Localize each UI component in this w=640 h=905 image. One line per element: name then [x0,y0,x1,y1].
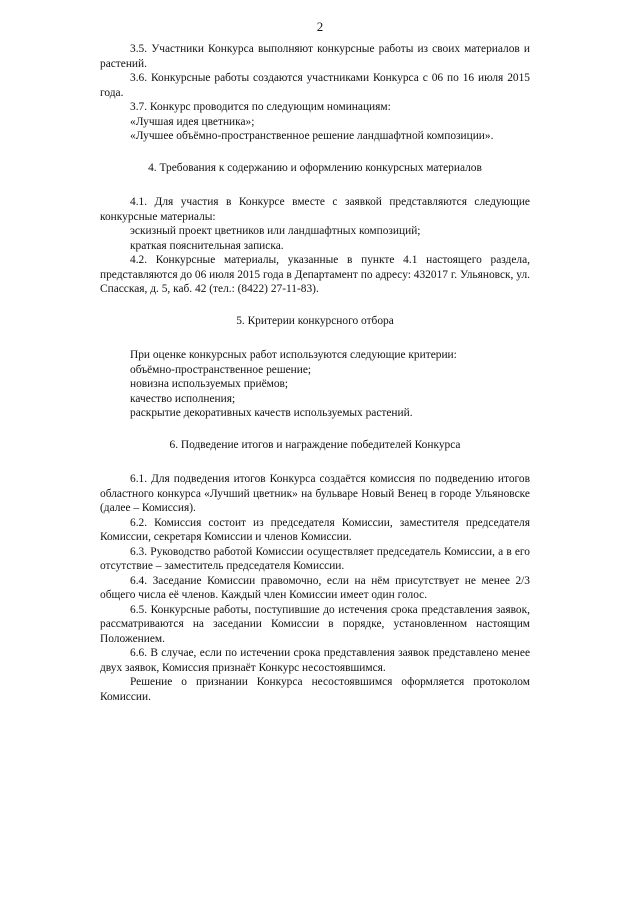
nomination-item: «Лучшее объёмно-пространственное решение ландшафтной композиции». [130,130,494,142]
paragraph-6-5: 6.5. Конкурсные работы, поступившие до истечения срока представления заявок, рассматриваются на заседании Комиссии в порядке, установленном настоящим Положением. [100,603,530,645]
paragraph-decision: Решение о признании Конкурса несостоявшимся оформляется протоколом Комиссии. [100,676,530,703]
paragraph-3-7: 3.7. Конкурс проводится по следующим номинациям: [130,101,391,113]
criteria-item: объёмно-пространственное решение; [130,363,312,376]
nomination-item: «Лучшая идея цветника»; [130,115,255,128]
section-6-heading: 6. Подведение итогов и награждение победителей Конкурса [169,438,461,451]
list-item: эскизный проект цветников или ландшафтных композиций; [130,225,421,237]
criteria-item: новизна используемых приёмов; [130,378,289,390]
paragraph-4-2: 4.2. Конкурсные материалы, указанные в пункте 4.1 настоящего раздела, представляются до 06 июля 2015 года в Департамент по адресу: 432017 г. Ульяновск, ул. Спасская, д. 5, каб. 42 (тел.: (8422) 27-11-83). [100,254,530,295]
paragraph-6-1: 6.1. Для подведения итогов Конкурса создаётся комиссия по подведению итогов областного конкурса «Лучший цветник» на бульваре Новый Венец в городе Ульяновске (далее – Комиссия). [100,473,530,514]
page-number: 2 [316,19,324,34]
paragraph-6-4: 6.4. Заседание Комиссии правомочно, если на нём присутствует не менее 2/3 общего числа её членов. Каждый член Комиссии имеет один голос. [100,574,530,601]
section-4-heading: 4. Требования к содержанию и оформлению конкурсных материалов [148,161,482,174]
paragraph-3-5: 3.5. Участники Конкурса выполняют конкурсные работы из своих материалов и растений. [100,43,530,70]
criteria-item: раскрытие декоративных качеств используемых растений. [130,407,413,419]
criteria-item: качество исполнения; [130,392,236,405]
list-item: краткая пояснительная записка. [130,239,284,252]
document-body [100,42,530,704]
paragraph-6-3: 6.3. Руководство работой Комиссии осуществляет председатель Комиссии, а в его отсутствие – заместитель председателя Комиссии. [100,545,530,572]
paragraph-6-6: 6.6. В случае, если по истечении срока представления заявок представлено менее двух заявок, Комиссия признаёт Конкурс несостоявшимся. [100,647,530,674]
paragraph-6-2: 6.2. Комиссия состоит из председателя Комиссии, заместителя председателя Комиссии, секретаря Комиссии и членов Комиссии. [100,516,530,543]
paragraph-3-6: 3.6. Конкурсные работы создаются участниками Конкурса с 06 по 16 июля 2015 года. [100,72,530,99]
paragraph-5-intro: При оценке конкурсных работ используются следующие критерии: [130,349,457,361]
paragraph-4-1: 4.1. Для участия в Конкурсе вместе с заявкой представляются следующие конкурсные материалы: [100,196,530,223]
section-5-heading: 5. Критерии конкурсного отбора [236,314,394,327]
